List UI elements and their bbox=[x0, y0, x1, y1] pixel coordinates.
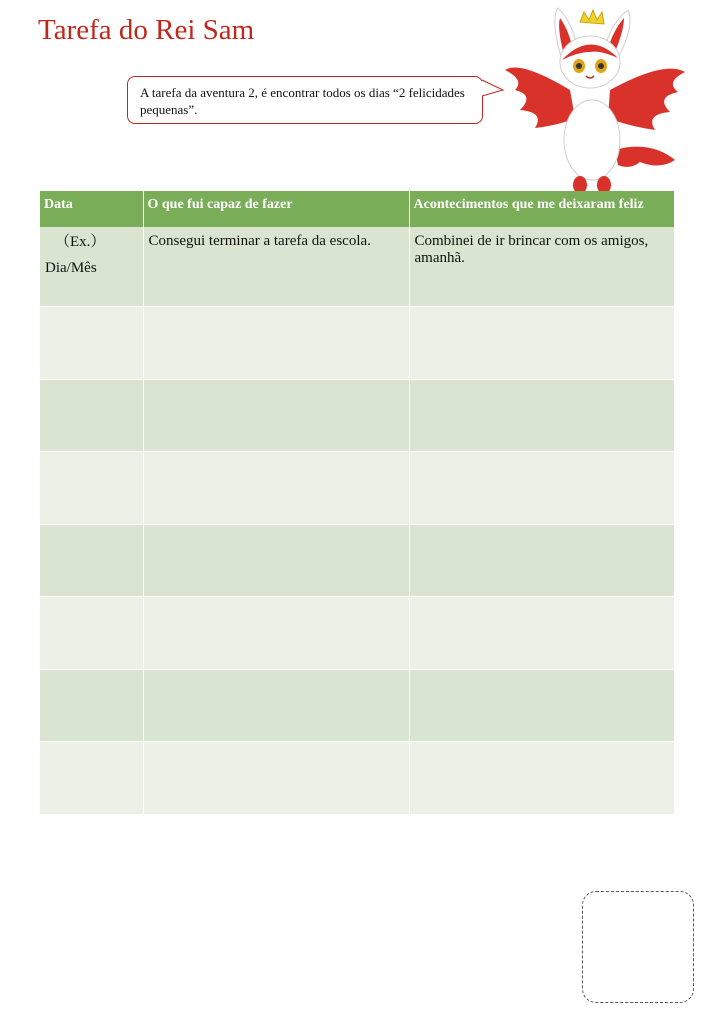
happy-cell[interactable] bbox=[409, 306, 674, 379]
speech-bubble-text: A tarefa da aventura 2, é encontrar todos os dias “2 felicidades pequenas”. bbox=[140, 85, 465, 117]
example-happy-cell[interactable]: Combinei de ir brincar com os amigos, amanhã. bbox=[409, 227, 674, 306]
example-prefix: （Ex.） bbox=[55, 234, 106, 250]
happy-cell[interactable] bbox=[409, 451, 674, 524]
table-row bbox=[40, 451, 674, 524]
header-date: Data bbox=[40, 191, 143, 227]
table-row bbox=[40, 379, 674, 451]
table-header-row bbox=[40, 191, 674, 227]
did-cell[interactable] bbox=[143, 669, 409, 741]
happy-cell[interactable] bbox=[409, 524, 674, 596]
did-cell[interactable] bbox=[143, 379, 409, 451]
table-row-example bbox=[40, 227, 674, 306]
table-row bbox=[40, 669, 674, 741]
date-cell[interactable] bbox=[40, 379, 143, 451]
date-cell[interactable] bbox=[40, 306, 143, 379]
did-cell[interactable] bbox=[143, 596, 409, 669]
happiness-table bbox=[40, 191, 675, 815]
date-cell[interactable] bbox=[40, 669, 143, 741]
date-cell[interactable] bbox=[40, 596, 143, 669]
table-row bbox=[40, 524, 674, 596]
example-date-label: Dia/Mês bbox=[45, 260, 97, 276]
date-cell[interactable] bbox=[40, 524, 143, 596]
date-cell[interactable] bbox=[40, 451, 143, 524]
header-happy-events: Acontecimentos que me deixaram feliz bbox=[409, 191, 674, 227]
date-cell[interactable] bbox=[40, 741, 143, 814]
did-cell[interactable] bbox=[143, 524, 409, 596]
happy-cell[interactable] bbox=[409, 669, 674, 741]
example-date-cell[interactable] bbox=[40, 227, 143, 306]
mascot-king-sam-illustration bbox=[500, 0, 690, 200]
table-row bbox=[40, 741, 674, 814]
happy-cell[interactable] bbox=[409, 741, 674, 814]
happy-cell[interactable] bbox=[409, 379, 674, 451]
did-cell[interactable] bbox=[143, 451, 409, 524]
did-cell[interactable] bbox=[143, 741, 409, 814]
table-row bbox=[40, 596, 674, 669]
table-row bbox=[40, 306, 674, 379]
example-did-cell[interactable]: Consegui terminar a tarefa da escola. bbox=[143, 227, 409, 306]
did-cell[interactable] bbox=[143, 306, 409, 379]
happy-cell[interactable] bbox=[409, 596, 674, 669]
page-title: Tarefa do Rei Sam bbox=[38, 14, 255, 46]
header-what-i-did: O que fui capaz de fazer bbox=[143, 191, 409, 227]
stamp-box bbox=[582, 891, 694, 1003]
speech-bubble bbox=[127, 76, 483, 124]
